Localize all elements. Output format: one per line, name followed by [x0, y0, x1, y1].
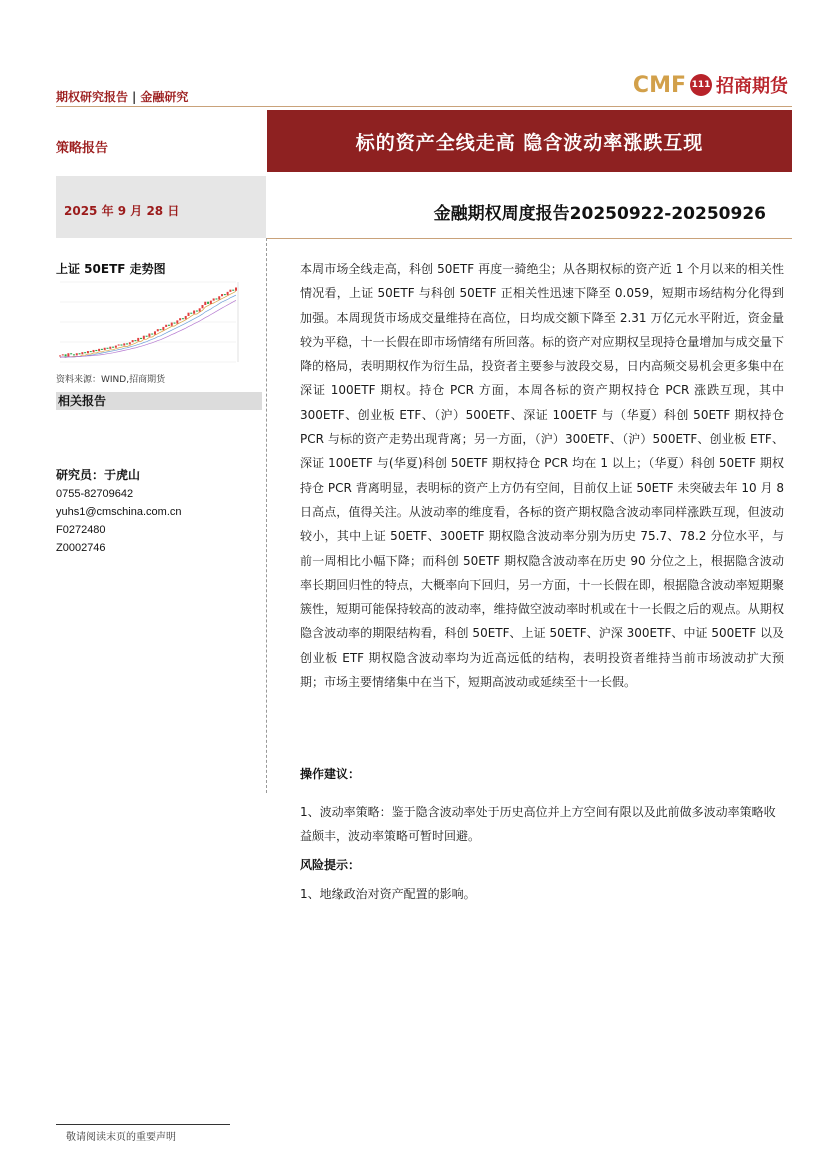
chart-candle: [137, 338, 139, 341]
footer-divider: [56, 1124, 230, 1125]
chart-candle: [59, 355, 61, 356]
chart-candle: [90, 351, 92, 352]
report-title: 标的资产全线走高 隐含波动率涨跌互现: [355, 131, 704, 154]
chart-candle: [174, 323, 176, 324]
chart-candle: [154, 331, 156, 334]
chart-candle: [204, 302, 206, 305]
header-divider: [56, 106, 792, 107]
chart-candle: [201, 305, 203, 308]
chart-candle: [235, 287, 237, 290]
chart-candle: [95, 350, 97, 351]
risk-heading: 风险提示：: [300, 858, 361, 872]
chart-candle: [207, 302, 209, 304]
footer-disclaimer: 敬请阅读末页的重要声明: [66, 1132, 176, 1143]
risk-text: 1、地缘政治对资产配置的影响。: [300, 887, 476, 901]
chart-source: 资料来源：WIND,招商期货: [56, 375, 166, 385]
chart-candle: [123, 343, 125, 345]
chart-candle: [221, 294, 223, 296]
title-banner: [267, 110, 792, 172]
chart-candle: [165, 325, 167, 327]
column-divider: [266, 238, 267, 793]
chart-candle: [93, 350, 95, 352]
chart-candle: [84, 352, 86, 353]
chart-candle: [176, 320, 178, 323]
chart-candle: [157, 329, 159, 331]
chart-candle: [79, 353, 81, 354]
category-separator: |: [132, 90, 137, 104]
chart-candle: [106, 348, 108, 349]
category-label: 期权研究报告: [56, 90, 129, 104]
chart-candle: [162, 327, 164, 330]
chart-candle: [171, 323, 173, 326]
chart-candle: [232, 290, 234, 291]
chart-ma-line: [60, 300, 236, 357]
analyst-license-z: Z0002746: [56, 542, 106, 554]
chart-candle: [182, 318, 184, 319]
chart-candle: [98, 349, 100, 351]
analyst-phone: 0755-82709642: [56, 488, 134, 500]
chart-candle: [179, 318, 181, 320]
chart-candle: [70, 353, 72, 354]
analyst-email[interactable]: yuhs1@cmschina.com.cn: [56, 506, 182, 518]
chart-candle: [218, 296, 220, 299]
chart-candle: [115, 346, 117, 348]
chart-candle: [118, 344, 120, 345]
report-category: [56, 88, 188, 105]
report-subtitle: 金融期权周度报告20250922-20250926: [433, 204, 766, 224]
chart-candle: [160, 329, 162, 330]
chart-candle: [229, 290, 231, 292]
chart-candle: [193, 310, 195, 313]
section-label: 策略报告: [56, 141, 109, 156]
ops-text: 1、波动率策略：鉴于隐含波动率处于历史高位并上方空间有限以及此前做多波动率策略收益颇丰，波动率策略可暂时回避。: [300, 805, 776, 843]
logo-company-name: 招商期货: [716, 76, 788, 97]
analyst-name: 研究员：于虎山: [56, 468, 141, 482]
date-band: [56, 176, 266, 238]
chart-candle: [104, 348, 106, 350]
chart-candle: [109, 347, 111, 349]
chart-candle: [101, 349, 103, 350]
chart-candle: [76, 353, 78, 355]
etf-trend-chart: [56, 276, 262, 370]
chart-candle: [73, 354, 75, 355]
report-date: 2025 年 9 月 28 日: [64, 204, 180, 218]
related-reports-label: 相关报告: [56, 392, 262, 410]
chart-candle: [210, 301, 212, 304]
subtitle-divider: [267, 238, 792, 239]
chart-candle: [134, 340, 136, 341]
chart-candle: [126, 343, 128, 344]
chart-candle: [168, 325, 170, 326]
summary-paragraph: 本周市场全线走高，科创 50ETF 再度一骑绝尘；从各期权标的资产近 1 个月以来的相关性情况看，上证 50ETF 与科创 50ETF 正相关性迅速下降至 0.059，短期市场结构分化得到加强。本周现货市场成交量维持在高位，日均成交额下降至 2.31 万亿元水平附近，资金量较为平稳，十一长假在即市场情绪有所回落。标的资产对应期权呈现持仓量增加与成交量下降的格局，表明期权作为衍生品，投资者主要参与波段交易，日内高频交易机会更多集中在深证 100ETF 期权。持仓 PCR 方面，本周各标的资产期权持仓 PCR 涨跌互现，其中 300ETF、创业板 ETF、（沪）500ETF、深证 100ETF 与（华夏）科创 50ETF 期权持仓 PCR 与标的资产走势出现背离；另一方面，（沪）300ETF、（沪）500ETF、创业板 ETF、深证 100ETF 与(华夏)科创 50ETF 期权持仓 PCR 均在 1 以上；（华夏）科创 50ETF 期权持仓 PCR 背离明显，表明标的资产上方仍有空间，目前仅上证 50ETF 未突破去年 10 月 8 日高点，值得关注。从波动率的维度看，各标的资产期权隐含波动率同样涨跌互现，但波动较小，其中上证 50ETF、300ETF 期权隐含波动率分别为历史 75.7、78.2 分位水平，与前一周相比小幅下降；而科创 50ETF 期权隐含波动率在历史 90 分位之上，根据隐含波动率长期回归性的特点，大概率向下回归，另一方面，十一长假在即，根据隐含波动率短期聚簇性，短期可能保持较高的波动率，维持做空波动率时机或在十一长假之后的观点。从期权隐含波动率的期限结构看，科创 50ETF、上证 50ETF、沪深 300ETF、中证 500ETF 以及创业板 ETF 期权隐含波动率均为近高远低的结构，表明投资者维持当前市场波动扩大预期；市场主要情绪集中在当下，短期高波动或延续至十一长假。: [300, 262, 784, 690]
logo-cmf-text: CMF: [632, 72, 686, 98]
chart-candle: [215, 298, 217, 299]
chart-candle: [190, 313, 192, 314]
chart-candle: [81, 352, 83, 354]
chart-candle: [188, 313, 190, 316]
analyst-license-f: F0272480: [56, 524, 106, 536]
logo-badge-icon: 111: [690, 74, 712, 96]
chart-candle: [87, 351, 89, 353]
chart-ma-line: [60, 291, 236, 357]
chart-candle: [120, 344, 122, 345]
chart-candle: [140, 338, 142, 339]
chart-candle: [196, 310, 198, 311]
chart-candle: [148, 334, 150, 337]
chart-candle: [132, 340, 134, 342]
chart-candle: [129, 342, 131, 344]
ops-heading: 操作建议：: [300, 767, 361, 781]
chart-candle: [65, 354, 67, 356]
chart-candle: [185, 316, 187, 319]
chart-candle: [213, 298, 215, 300]
chart-candle: [143, 336, 145, 339]
chart-candle: [62, 354, 64, 355]
chart-title: 上证 50ETF 走势图: [56, 262, 166, 276]
chart-candle: [146, 336, 148, 337]
chart-candle: [224, 294, 226, 295]
chart-candle: [199, 308, 201, 311]
chart-candle: [151, 334, 153, 335]
subcategory-label: 金融研究: [140, 90, 189, 104]
chart-candle: [67, 353, 69, 356]
chart-candle: [227, 292, 229, 295]
company-logo: [633, 70, 788, 100]
chart-candle: [112, 347, 114, 348]
